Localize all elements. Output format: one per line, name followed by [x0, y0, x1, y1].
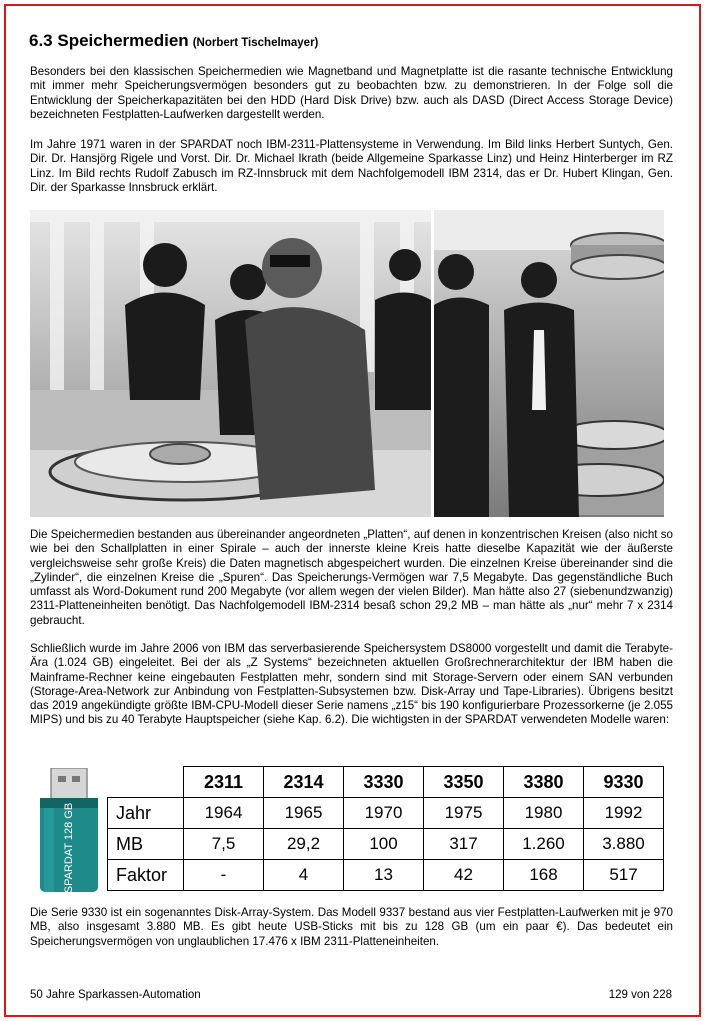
table-cell: 517: [584, 860, 664, 891]
paragraph-intro: Besonders bei den klassischen Speichermedien wie Magnetband und Magnetplatte ist die rasante technische Entwicklung mit immer mehr Speicherungsvermögen besonders gut zu beobachten bzw. zu demonstrieren. In der Folge soll die Entwicklung der Speicherkapazitäten bei den HDD (Hard Disk Drive) bzw. auch als DASD (Direct Access Storage Device) bezeichneten Festplatten-Laufwerken dargestellt werden.: [30, 65, 673, 121]
usb-stick-label: SPARDAT 128 GB: [63, 802, 75, 894]
table-cell: 1964: [184, 798, 264, 829]
table-cell: 1992: [584, 798, 664, 829]
paragraph-photo-caption: Im Jahre 1971 waren in der SPARDAT noch IBM-2311-Plattensysteme in Verwendung. Im Bild links Herbert Suntych, Gen. Dir. Dr. Hansjörg Rigele und Vorst. Dir. Dr. Michael Ikrath (beide Allgemeine Sparkasse Linz) und Heinz Hinterberger im RZ Linz. Im Bild rechts Rudolf Zabusch im RZ-Innsbruck mit dem Nachfolgemodell IBM 2314, das er Dr. Hubert Klingan, Gen. Dir. der Sparkasse Innsbruck erklärt.: [30, 138, 673, 194]
table-cell: -: [184, 860, 264, 891]
table-cell: 100: [344, 829, 424, 860]
table-cell: 42: [424, 860, 504, 891]
table-cell: 1965: [264, 798, 344, 829]
table-cell: 7,5: [184, 829, 264, 860]
table-cell: 3.880: [584, 829, 664, 860]
table-row-label: Faktor: [108, 860, 184, 891]
table-row: [108, 798, 664, 829]
table-cell: 4: [264, 860, 344, 891]
table-row-label: Jahr: [108, 798, 184, 829]
table-header-cell: 9330: [584, 767, 664, 798]
table-header-cell: 3330: [344, 767, 424, 798]
table-header-cell: 2311: [184, 767, 264, 798]
table-cell: 1980: [504, 798, 584, 829]
table-row-label: MB: [108, 829, 184, 860]
table-cell: 317: [424, 829, 504, 860]
table-header-row: [108, 767, 664, 798]
table-corner-cell: [108, 767, 184, 798]
section-author: (Norbert Tischelmayer): [192, 37, 319, 49]
table-cell: 1975: [424, 798, 504, 829]
table-cell: 13: [344, 860, 424, 891]
table-cell: 1.260: [504, 829, 584, 860]
usb-stick-image: [36, 768, 102, 897]
paragraph-terabyte-era: Schließlich wurde im Jahre 2006 von IBM das serverbasierende Speichersystem DS8000 vorgestellt und damit die Terabyte-Ära (1.024 GB) eingeleitet. Bei der als „Z Systems“ bezeichneten aktuellen Großrechnerarchitektur der IBM haben die Mainframe-Rechner keine eingebauten Festplatten mehr, sondern sind mit Storage-Servern oder einem SAN verbunden (Storage-Area-Network zur Anbindung von Festplatten-Subsystemen bzw. Disk-Array und Tape-Libraries). Übrigens besitzt das 2019 angekündigte größte IBM-CPU-Modell dieser Serie namens „z15“ bis 190 konfigurierbare Prozessorkerne (je 2.055 MIPS) und bis zu 40 Terabyte Hauptspeicher (siehe Kap. 6.2). Die wichtigsten in der SPARDAT verwendeten Modelle waren:: [30, 642, 673, 727]
photo-ibm-2311-linz: [30, 210, 431, 517]
section-heading: [29, 31, 679, 51]
table-row: [108, 829, 664, 860]
paragraph-storage-principle: Die Speichermedien bestanden aus übereinander angeordneten „Platten“, auf denen in konzentrischen Kreisen (also nicht so wie bei den Schallplatten in einer Spirale – auch der innerste kleine Kreis hatte dieselbe Kapazität wie der äußerste vergleichsweise sehr große Kreis) die Daten magnetisch abgespeichert wurden. Die einzelnen Kreise übereinander sind die „Zylinder“, die einzelnen Kreise die „Spuren“. Das Speicherungs-Vermögen war 7,5 Megabyte. Das gegenständliche Buch umfasst als Word-Dokument rund 200 Megabyte (vor allem wegen der vielen Bilder). Man hätte also 27 (siebenundzwanzig) 2311-Platteneinheiten benötigt. Das Nachfolgemodell IBM-2314 besaß schon 29,2 MB – man hätte als „nur“ mehr 7 x 2314 gebraucht.: [30, 528, 673, 627]
table-cell: 168: [504, 860, 584, 891]
table-cell: 29,2: [264, 829, 344, 860]
paragraph-disk-array: Die Serie 9330 ist ein sogenanntes Disk-Array-System. Das Modell 9337 bestand aus vier Festplatten-Laufwerken mit je 970 MB, also insgesamt 3.880 MB. Es gibt heute USB-Sticks mit bis zu 128 GB (um ein paar €). Das bedeutet ein Speicherungsvermögen von unglaublichen 17.476 x IBM 2311-Platteneinheiten.: [30, 906, 673, 948]
table-header-cell: 2314: [264, 767, 344, 798]
table-row: [108, 860, 664, 891]
footer-page-number: 129 von 228: [608, 989, 672, 1001]
photo-ibm-2314-innsbruck: [434, 210, 664, 517]
table-header-cell: 3380: [504, 767, 584, 798]
footer-book-title: 50 Jahre Sparkassen-Automation: [30, 989, 201, 1001]
table-header-cell: 3350: [424, 767, 504, 798]
table-cell: 1970: [344, 798, 424, 829]
section-title: 6.3 Speichermedien: [29, 31, 189, 50]
storage-models-table: [107, 766, 664, 891]
